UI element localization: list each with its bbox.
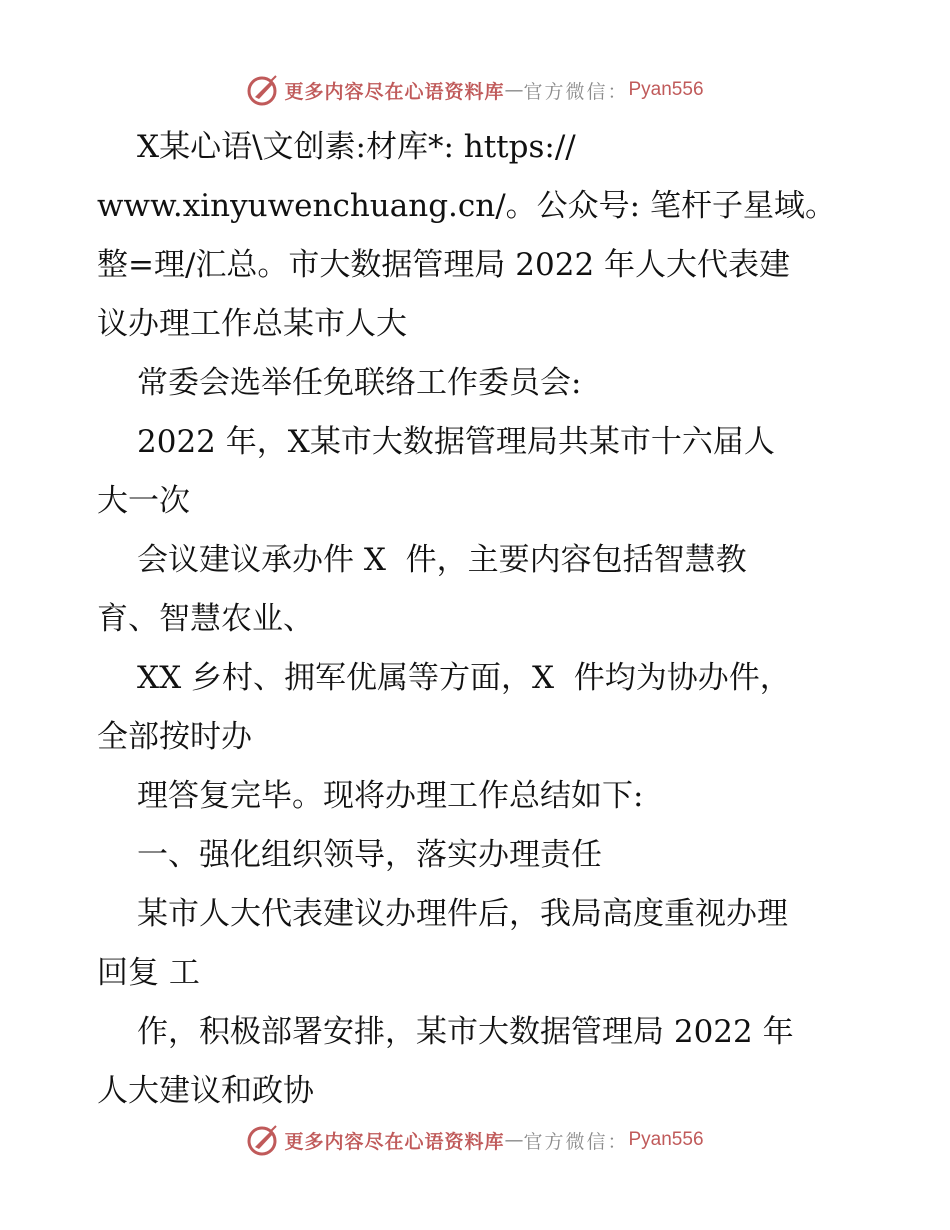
text-line: 育、智慧农业、 (97, 601, 314, 637)
text-line: 2022 年，X某市大数据管理局共某市十六届人 (137, 424, 775, 460)
text-line: XX 乡村、拥军优属等方面，X 件均为协办件， (137, 660, 791, 696)
text-line: 会议建议承办件 X 件，主要内容包括智慧教 (137, 542, 747, 578)
text-line: 常委会选举任免联络工作委员会: (137, 365, 582, 401)
text-line: 整=理/汇总。市大数据管理局 2022 年人大代表建 (97, 247, 791, 283)
watermark-wechat-label: 官方微信： (523, 1130, 629, 1153)
watermark-text: 更多内容尽在心语资料库 (284, 1130, 505, 1153)
text-line: 大一次 (97, 483, 190, 519)
text-line: www.xinyuwenchuang.cn/。公众号: 笔杆子星域。 (97, 188, 836, 224)
watermark-wechat-label: 官方微信： (523, 80, 629, 103)
watermark-dash: — (504, 1129, 524, 1151)
text-line: X某心语\文创素:材库*: https:// (137, 129, 576, 165)
document-body (97, 118, 857, 1121)
text-line: 理答复完毕。现将办理工作总结如下: (137, 778, 644, 814)
watermark-wechat-id: Pyan556 (628, 1129, 704, 1150)
watermark-text: 更多内容尽在心语资料库 (284, 80, 505, 103)
watermark-dash: — (504, 79, 524, 101)
text-line: 回复 工 (97, 955, 200, 991)
watermark-banner-bottom (0, 1120, 950, 1160)
watermark-banner-top (0, 70, 950, 110)
text-line: 全部按时办 (97, 719, 252, 755)
watermark-wechat-id: Pyan556 (628, 79, 704, 100)
text-line: 议办理工作总某市人大 (97, 306, 407, 342)
quill-logo-icon (246, 73, 280, 107)
quill-logo-icon (246, 1123, 280, 1157)
text-line: 作，积极部署安排，某市大数据管理局 2022 年 (137, 1014, 794, 1050)
section-heading: 一、强化组织领导，落实办理责任 (137, 837, 602, 873)
text-line: 人大建议和政协 (97, 1073, 314, 1109)
text-line: 某市人大代表建议办理件后，我局高度重视办理 (137, 896, 788, 932)
